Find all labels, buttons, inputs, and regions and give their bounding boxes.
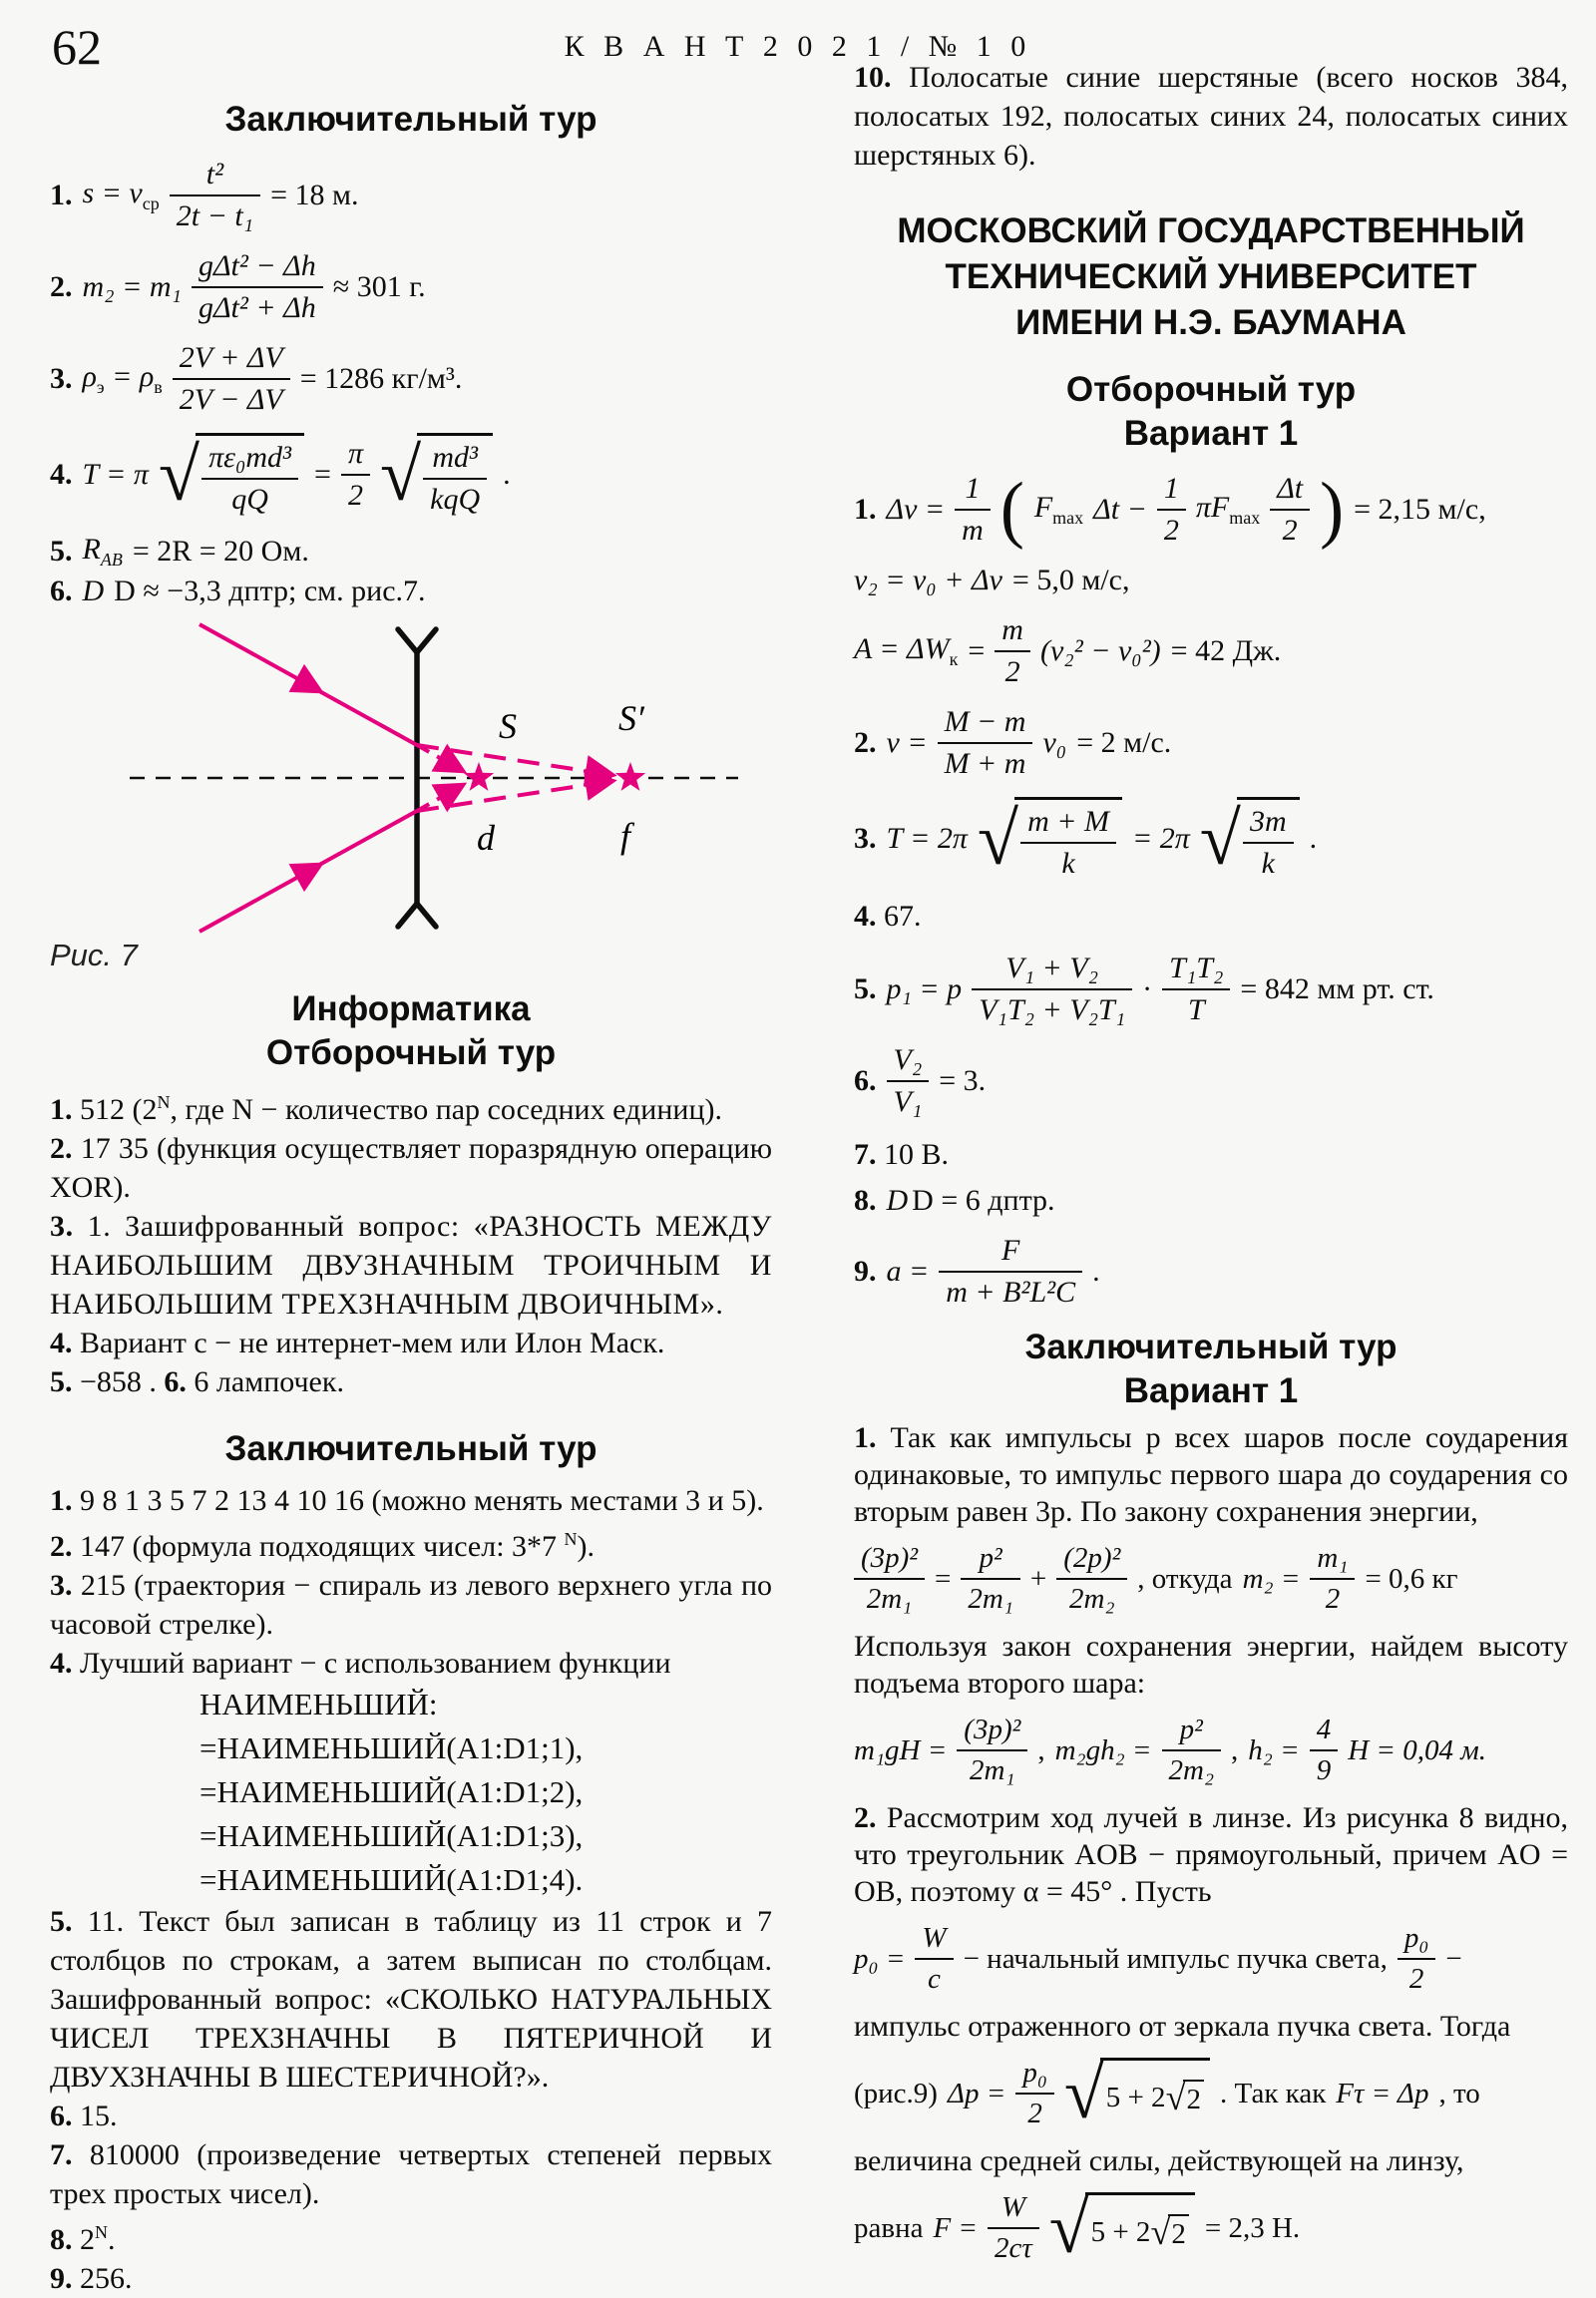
lens-ray-svg <box>108 618 761 938</box>
physics-formula-9: 9. a = $\frac{F}{\text{m + B²L²C}}$ . <box>854 1234 1100 1309</box>
section-heading-final-round: Заключительный тур <box>224 100 598 139</box>
right-paren: ) <box>1320 467 1345 552</box>
solution-1-text: 1. Так как импульсы p всех шаров после соударения одинаковые, то импульс первого шара до соударения со вторым равен 3p. По закону сохранения энергии, <box>854 1421 1568 1528</box>
solution-1-formula: $\frac{\text{(3p)²}}{\text{2m₁}}$ = $\frac{\text{p²}}{\text{2m₁}}$ + $\frac{\text{(2p)²}}{\text{2m₂}}$ , откуда m₂ = $\frac{\text{m₁}}{2}$ = 0,6 кг <box>854 1542 1568 1616</box>
list-line: =НАИМЕНЬШИЙ(А1:D1;2), <box>200 1774 584 1809</box>
physics-formula-1b: v₂ = v₀ + Δv = 5,0 м/с, <box>854 564 1130 596</box>
physics-formula-8: 8. D D = 6 дптр. <box>854 1184 1055 1217</box>
radical-icon: √ <box>1048 2186 1089 2268</box>
final-item-3: 3. 215 (траектория − спираль из левого верхнего угла по часовой стрелке). <box>50 1569 773 1641</box>
final-solutions <box>854 1419 1569 2268</box>
radical-icon: √ <box>1199 797 1241 881</box>
informatics-item-3: 3. 1. Зашифрованный вопрос: «РАЗНОСТЬ МЕЖДУ НАИБОЛЬШИМ ДВУЗНАЧНЫМ ТРОИЧНЫМ И НАИБОЛЬШИМ ТРЕХЗНАЧНЫМ ДВОИЧНЫМ». <box>50 1210 772 1321</box>
solution-2-text: 2. Рассмотрим ход лучей в линзе. Из рисунка 8 видно, что треугольник AOB − прямоугольный, причем AO = OB, поэтому α = 45° . Пусть <box>854 1801 1569 1908</box>
star-s <box>464 762 494 791</box>
final-item-1: 1. 9 8 1 3 5 7 2 13 4 10 16 (можно менять местами 3 и 5). <box>50 1484 764 1517</box>
formula-list-naimenshiy <box>200 1683 772 1902</box>
physics-formula-6: 6. $\frac{\text{V₂}}{\text{V₁}}$ = 3. <box>854 1043 987 1118</box>
formula-left-4: 4. T = π √ $\frac{\text{πε₀md³}}{qQ}$ = $\frac{\pi}{2}$ √ $\frac{\text{md³}}{\text{kqQ}}$ . <box>50 433 511 517</box>
solution-1-text-2: Используя закон сохранения энергии, найдем высоту подъема второго шара: <box>854 1630 1568 1700</box>
item-10-socks: 10. Полосатые синие шерстяные (всего носков 384, полосатых 192, полосатых синих 24, полосатых синих шерстяных 6). <box>854 61 1569 172</box>
page-number: 62 <box>52 19 102 75</box>
radical-icon: √ <box>158 433 200 517</box>
physics-formula-1: 1. Δv = $\frac{1}{m}$ ( $F_{max}$ Δt − $\frac{1}{2}$ $\pi F_{max}$ $\frac{\Delta t}{2}$ ) = 2,15 м/с, <box>854 467 1486 552</box>
label-s-prime: S′ <box>618 698 644 738</box>
incident-rays <box>200 624 417 932</box>
physics-formula-1c: $A = \Delta W_к$ = $\frac{m}{2}$ (v₂² − v₀²) = 42 Дж. <box>854 613 1282 688</box>
section-heading-informatics: Информатика <box>291 989 531 1028</box>
label-f: f <box>620 816 631 856</box>
label-d: d <box>477 818 495 858</box>
solution-2-formula-2: (рис.9) Δp = $\frac{\text{p₀}}{2}$ √ 5 + 2 √ 2 . Так как Fτ = Δp , то <box>854 2052 1480 2133</box>
solution-2-text-2: импульс отраженного от зеркала пучка света. Тогда <box>854 2010 1511 2043</box>
left-column <box>50 92 772 2298</box>
formula-left-5: 5. $R_{AB}$ = 2R = 20 Ом. <box>50 533 309 570</box>
physics-item-4: 4. 67. <box>854 900 922 933</box>
solution-2-formula: p₀ = $\frac{W}{c}$ − начальный импульс пучка света, $\frac{\text{p₀}}{2}$ − <box>854 1922 1462 1995</box>
figure-7-lens-diagram <box>50 618 772 936</box>
formula-left-1: 1. $s = v_{ср}$ $\frac{\text{t²}}{\text{2t − t₁}}$ = 18 м. <box>50 158 359 232</box>
formula-left-6: 6. D D ≈ −3,3 дптр; см. рис.7. <box>50 574 426 607</box>
list-line: =НАИМЕНЬШИЙ(А1:D1;1), <box>200 1730 584 1765</box>
informatics-item-4: 4. Вариант c − не интернет-мем или Илон Маск. <box>50 1327 665 1359</box>
section-heading-final-informatics: Заключительный тур <box>224 1429 598 1468</box>
formula-left-3: 3. $\rho_э = \rho_в$ $\frac{2V + \Delta V}{2V - \Delta V}$ = 1286 кг/м³. <box>50 341 463 416</box>
physics-item-7: 7. 10 В. <box>854 1138 950 1171</box>
final-item-5: 5. 11. Текст был записан в таблицу из 11 строк и 7 столбцов по строкам, а затем выписан по столбцам. Зашифрованный вопрос: «СКОЛЬКО НАТУРАЛЬНЫХ ЧИСЕЛ ТРЕХЗНАЧНЫ В ПЯТЕРИЧНОЙ И ДВУХЗНАЧНЫ В ШЕСТЕРИЧНОЙ?». <box>50 1905 773 2094</box>
radical-icon: √ <box>1165 2077 1186 2117</box>
final-item-7: 7. 810000 (произведение четвертых степеней первых трех простых чисел). <box>50 2138 772 2210</box>
physics-formula-3: 3. T = 2π √ $\frac{m + M}{k}$ = 2π √ $\frac{3m}{k}$ . <box>854 797 1318 881</box>
radical-icon: √ <box>977 797 1019 881</box>
heading-qualifying-round: Отборочный тур <box>1065 370 1357 409</box>
label-s: S <box>499 706 517 746</box>
final-item-9: 9. 256. <box>50 2262 133 2295</box>
final-item-2: 2. 147 (формула подходящих чисел: 3*7 $^N$). <box>50 1529 596 1563</box>
radical-icon: √ <box>380 433 422 517</box>
heading-variant-1: Вариант 1 <box>1123 414 1299 453</box>
heading-final-round: Заключительный тур <box>1024 1328 1397 1366</box>
list-line: НАИМЕНЬШИЙ: <box>200 1687 438 1722</box>
list-line: =НАИМЕНЬШИЙ(А1:D1;4). <box>200 1862 584 1897</box>
formula-left-2: 2. m₂ = m₁ $\frac{\text{gΔt² − Δh}}{\text{gΔt² + Δh}}$ ≈ 301 г. <box>50 249 426 324</box>
final-item-6: 6. 15. <box>50 2100 118 2132</box>
radical-icon: √ <box>1150 2211 1171 2252</box>
physics-formula-2: 2. v = $\frac{M - m}{M + m}$ v₀ = 2 м/с. <box>854 705 1172 780</box>
final-item-4: 4. Лучший вариант − с использованием функции <box>50 1647 671 1680</box>
section-heading-qualifying: Отборочный тур <box>265 1033 557 1072</box>
figure-caption: Рис. 7 <box>50 938 138 972</box>
star-s-prime <box>615 762 645 791</box>
informatics-item-5-6: 5. −858 . 6. 6 лампочек. <box>50 1365 344 1398</box>
informatics-item-1: 1. 512 ($2^N$, где N − количество пар соседних единиц). <box>50 1092 722 1126</box>
right-column <box>854 58 1568 2277</box>
final-item-8: 8. $2^N$. <box>50 2222 116 2256</box>
list-line: =НАИМЕНЬШИЙ(А1:D1;3), <box>200 1818 584 1853</box>
left-paren: ( <box>999 467 1024 552</box>
radical-icon: √ <box>1063 2052 1104 2133</box>
university-heading: МОСКОВСКИЙ ГОСУДАРСТВЕННЫЙ ТЕХНИЧЕСКИЙ УНИВЕРСИТЕТ ИМЕНИ Н.Э. БАУМАНА <box>897 211 1525 342</box>
solution-2-formula-3: равна F = $\frac{W}{2c\tau}$ √ 5 + 2 √ 2 = 2,3 Н. <box>854 2186 1301 2268</box>
heading-variant-1b: Вариант 1 <box>1123 1371 1299 1410</box>
solution-1-formula-2: m₁gH = $\frac{\text{(3p)²}}{\text{2m₁}}$ , m₂gh₂ = $\frac{\text{p²}}{\text{2m₂}}$ , h₂ = $\frac{4}{9}$ H = 0,04 м. <box>854 1714 1486 1786</box>
journal-header: К В А Н Т 2 0 2 1 / № 1 0 <box>564 30 1032 63</box>
physics-formula-5: 5. p₁ = p $\frac{\text{V₁ + V₂}}{\text{V₁T₂ + V₂T₁}}$ · $\frac{\text{T₁T₂}}{T}$ = 842 мм рт. ст. <box>854 952 1434 1026</box>
informatics-item-2: 2. 17 35 (функция осуществляет поразрядную операцию XOR). <box>50 1132 772 1204</box>
solution-2-text-3: величина средней силы, действующей на линзу, <box>854 2144 1464 2177</box>
